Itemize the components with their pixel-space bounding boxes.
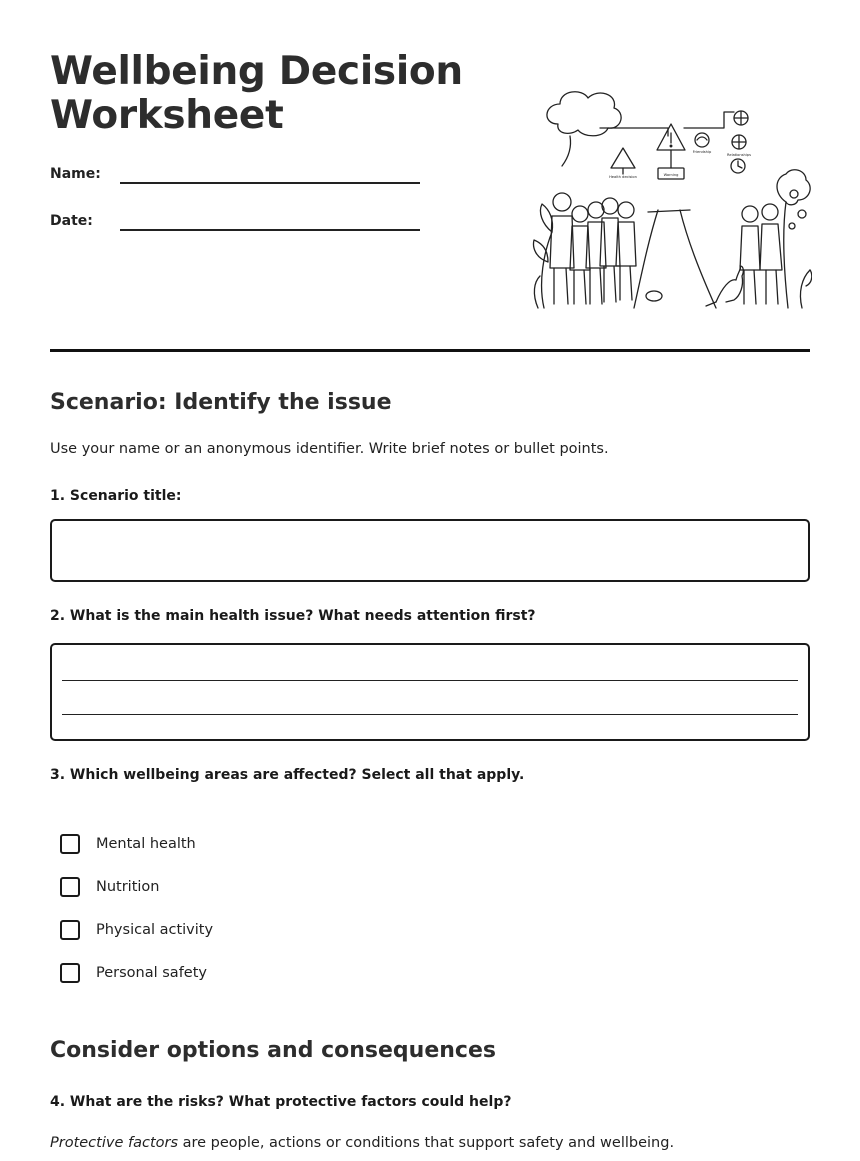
protective-factors-term: Protective factors bbox=[50, 1135, 179, 1151]
checkbox-label: Physical activity bbox=[96, 922, 214, 938]
section-heading-scenario: Scenario: Identify the issue bbox=[50, 390, 392, 415]
illus-label-health-decision: Health decision bbox=[609, 175, 637, 179]
page-title: Wellbeing Decision Worksheet bbox=[50, 49, 463, 138]
date-label: Date: bbox=[50, 213, 93, 229]
answer-line bbox=[62, 714, 798, 715]
question-2-label: 2. What is the main health issue? What needs attention first? bbox=[50, 608, 536, 624]
checkbox-label: Nutrition bbox=[96, 879, 160, 895]
checkbox-mental-health[interactable] bbox=[60, 831, 196, 857]
question-3-label: 3. Which wellbeing areas are affected? Select all that apply. bbox=[50, 767, 525, 783]
students-on-path-illustration bbox=[530, 82, 812, 314]
date-field-row bbox=[50, 213, 420, 243]
section-heading-options: Consider options and consequences bbox=[50, 1038, 496, 1063]
checkbox-square[interactable] bbox=[60, 877, 80, 897]
checkbox-physical-activity[interactable] bbox=[60, 917, 213, 943]
checkbox-square[interactable] bbox=[60, 963, 80, 983]
question-4-label: 4. What are the risks? What protective factors could help? bbox=[50, 1094, 512, 1110]
illus-label-warning: Warning bbox=[663, 173, 679, 177]
name-line[interactable] bbox=[120, 182, 420, 184]
checkbox-personal-safety[interactable] bbox=[60, 960, 207, 986]
answer-line bbox=[62, 680, 798, 681]
date-line[interactable] bbox=[120, 229, 420, 231]
illus-label-friendship: Friendship bbox=[692, 150, 712, 154]
instructions-text: Use your name or an anonymous identifier. Write brief notes or bullet points. bbox=[50, 441, 609, 457]
checkbox-label: Personal safety bbox=[96, 965, 207, 981]
main-issue-answer-box[interactable] bbox=[50, 643, 810, 741]
scenario-title-input[interactable] bbox=[50, 519, 810, 582]
name-label: Name: bbox=[50, 166, 101, 182]
checkbox-square[interactable] bbox=[60, 834, 80, 854]
header-divider bbox=[50, 349, 810, 352]
protective-factors-note bbox=[50, 1135, 674, 1151]
protective-factors-definition: are people, actions or conditions that support safety and wellbeing. bbox=[178, 1135, 675, 1151]
illus-label-relationships: Relationships bbox=[727, 153, 751, 157]
question-1-label: 1. Scenario title: bbox=[50, 488, 182, 504]
checkbox-nutrition[interactable] bbox=[60, 874, 160, 900]
checkbox-label: Mental health bbox=[96, 836, 196, 852]
checkbox-square[interactable] bbox=[60, 920, 80, 940]
name-field-row bbox=[50, 166, 420, 196]
